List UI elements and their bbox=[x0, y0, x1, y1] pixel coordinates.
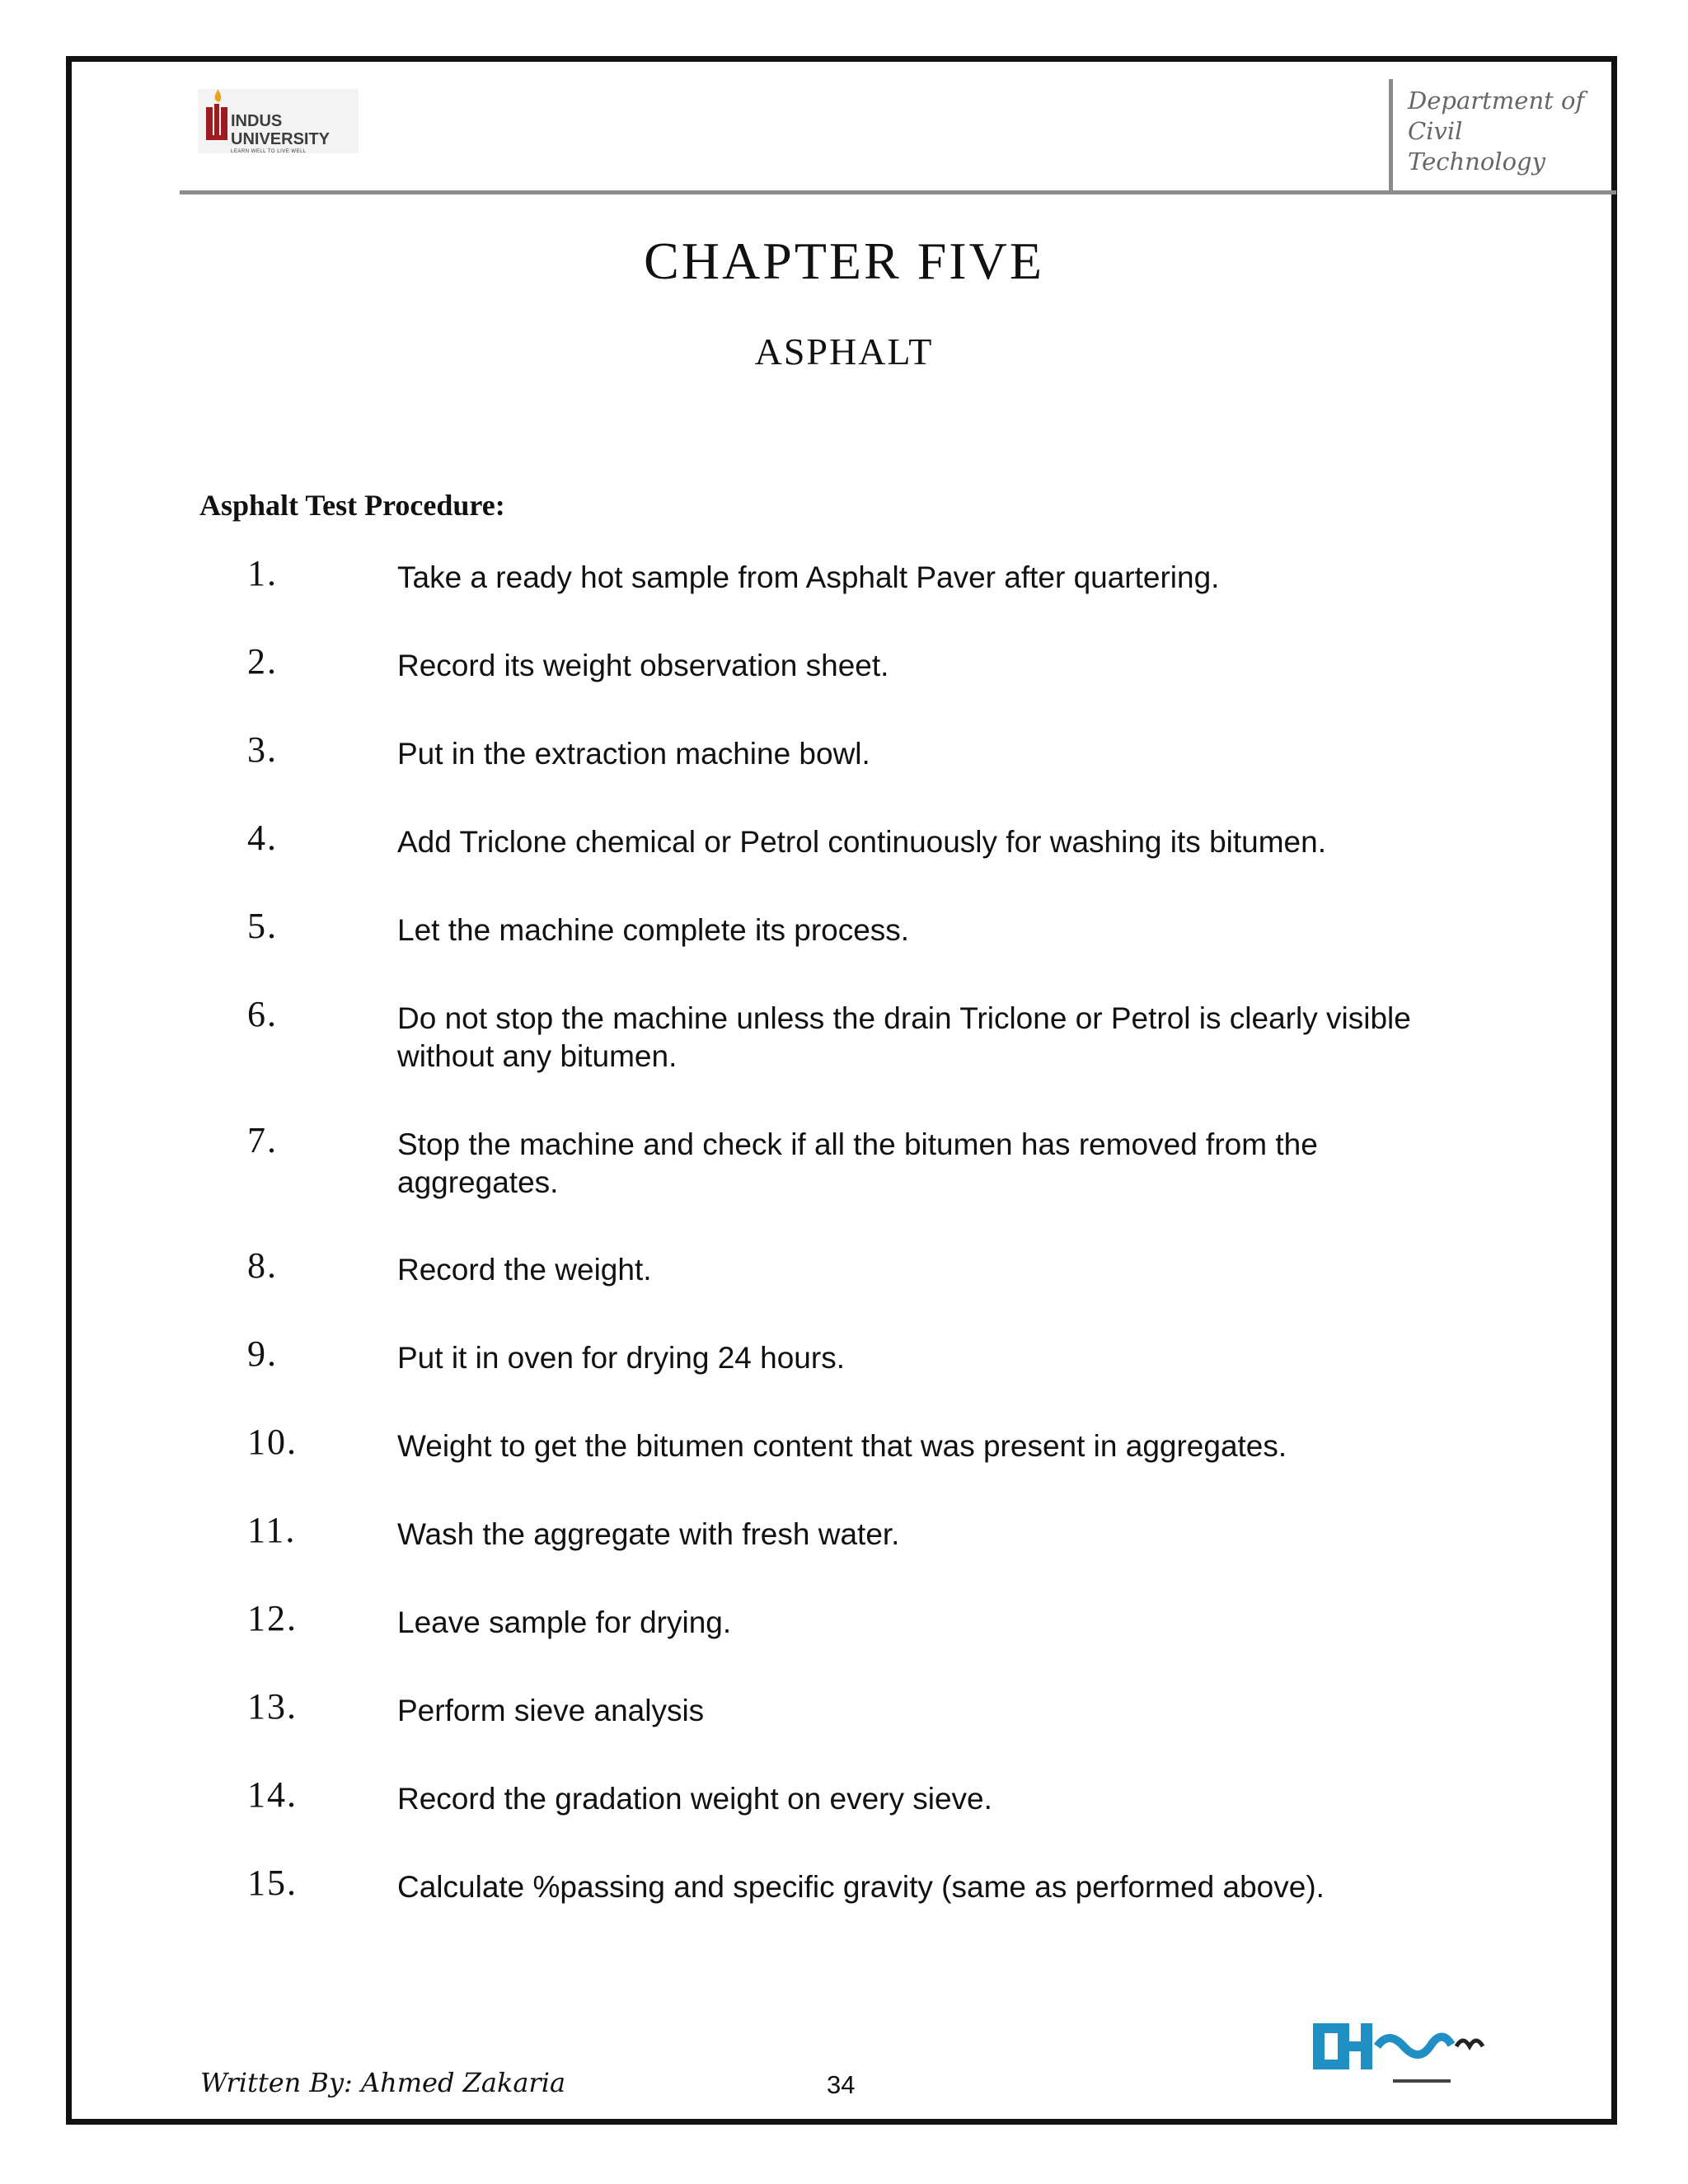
step-text: Weight to get the bitumen content that was present in aggregates. bbox=[397, 1429, 1287, 1463]
step-number: 12. bbox=[247, 1598, 298, 1638]
step-number: 2. bbox=[247, 641, 278, 682]
step-text: Leave sample for drying. bbox=[397, 1605, 732, 1639]
university-logo-text bbox=[231, 112, 330, 155]
step-number: 6. bbox=[247, 994, 278, 1034]
step-number: 15. bbox=[247, 1863, 298, 1903]
step-number: 3. bbox=[247, 729, 278, 770]
step-number: 4. bbox=[247, 818, 278, 858]
step-text: Record the gradation weight on every sieve. bbox=[397, 1782, 992, 1816]
step-number: 9. bbox=[247, 1333, 278, 1374]
step-text: Wash the aggregate with fresh water. bbox=[397, 1517, 900, 1551]
step-text: Put in the extraction machine bowl. bbox=[397, 737, 870, 771]
step-text: Do not stop the machine unless the drain Triclone or Petrol is clearly visible without any bitumen. bbox=[397, 1001, 1411, 1073]
step-text: Calculate %passing and specific gravity (same as performed above). bbox=[397, 1870, 1325, 1904]
department-line-3: Technology bbox=[1408, 148, 1545, 176]
chapter-title: CHAPTER FIVE bbox=[644, 232, 1044, 290]
step-number: 7. bbox=[247, 1120, 278, 1160]
step-number: 13. bbox=[247, 1686, 298, 1727]
step-number: 11. bbox=[247, 1510, 297, 1550]
step-number: 14. bbox=[247, 1774, 298, 1815]
chapter-subject: ASPHALT bbox=[754, 330, 934, 373]
logo-tagline: LEARN WELL TO LIVE WELL bbox=[231, 149, 307, 154]
step-number: 5. bbox=[247, 906, 278, 946]
logo-line-2: UNIVERSITY bbox=[231, 130, 331, 148]
step-text: Stop the machine and check if all the bitumen has removed from the aggregates. bbox=[397, 1127, 1318, 1199]
step-number: 10. bbox=[247, 1422, 298, 1462]
step-text: Put it in oven for drying 24 hours. bbox=[397, 1341, 845, 1375]
header-rule bbox=[180, 190, 1616, 194]
department-line-1: Department of bbox=[1408, 87, 1585, 115]
header-divider bbox=[1389, 79, 1393, 192]
company-logo bbox=[1306, 2013, 1492, 2096]
step-text: Record its weight observation sheet. bbox=[397, 649, 889, 682]
step-text: Take a ready hot sample from Asphalt Paver after quartering. bbox=[397, 560, 1220, 594]
step-number: 8. bbox=[247, 1245, 278, 1286]
procedure-heading: Asphalt Test Procedure: bbox=[199, 489, 505, 522]
step-text: Add Triclone chemical or Petrol continuously for washing its bitumen. bbox=[397, 825, 1326, 859]
logo-line-1: INDUS bbox=[231, 112, 283, 130]
department-line-2: Civil bbox=[1408, 117, 1463, 145]
step-number: 1. bbox=[247, 553, 278, 593]
department-label bbox=[1408, 86, 1606, 177]
step-text: Let the machine complete its process. bbox=[397, 913, 910, 947]
step-text: Record the weight. bbox=[397, 1253, 652, 1286]
footer-author: Written By: Ahmed Zakaria bbox=[200, 2067, 566, 2098]
page-number: 34 bbox=[827, 2070, 856, 2099]
step-text: Perform sieve analysis bbox=[397, 1694, 705, 1727]
